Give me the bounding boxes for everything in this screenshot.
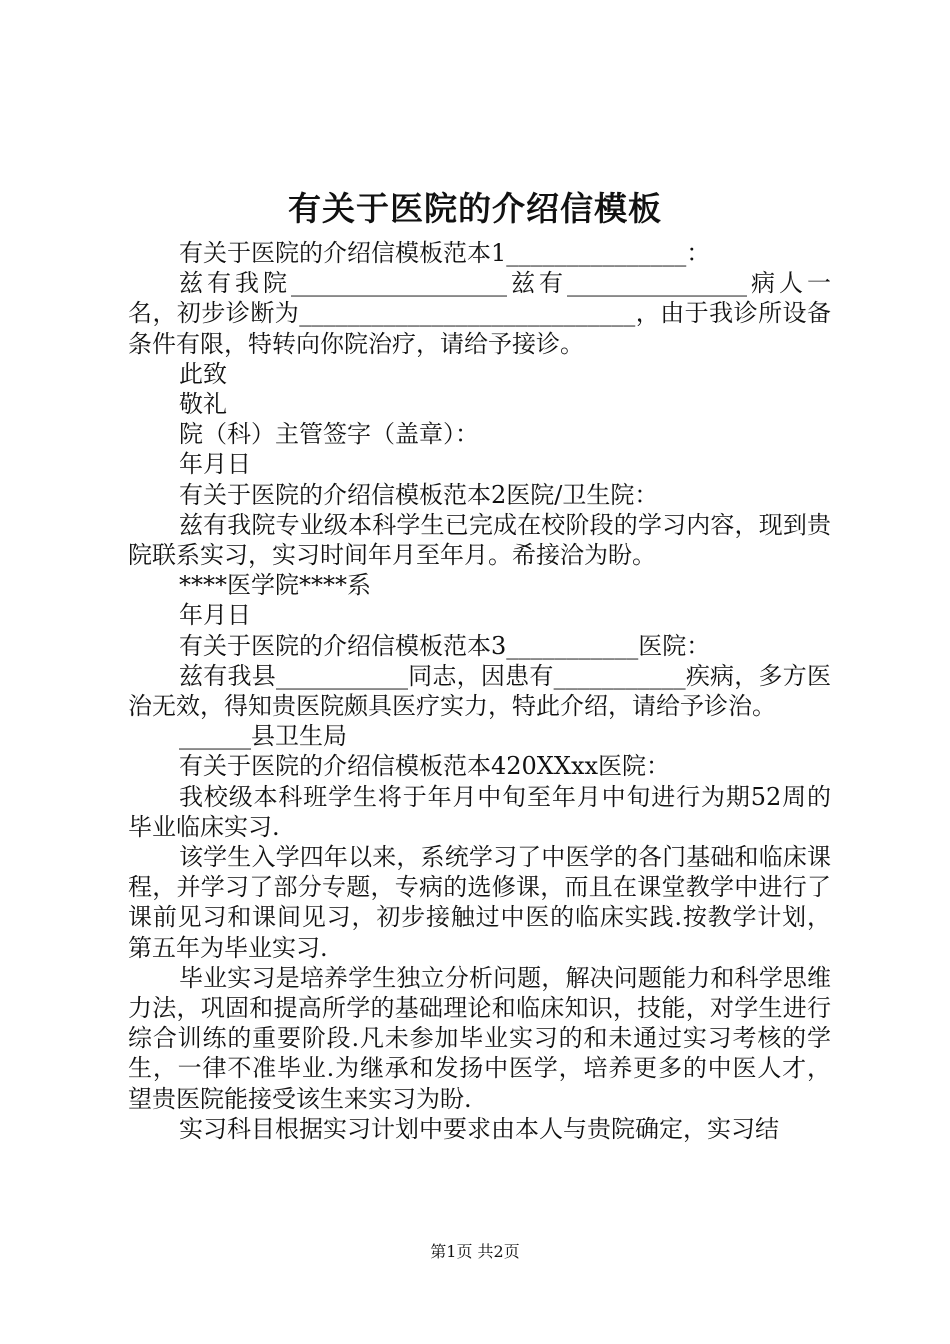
paragraph: 有关于医院的介绍信模板范本2医院/卫生院：: [179, 480, 659, 509]
paragraph: 年月日: [179, 601, 251, 630]
paragraph: 年月日: [179, 450, 251, 479]
paragraph: 有关于医院的介绍信模板范本1_______________：: [179, 239, 711, 267]
paragraph: 有关于医院的介绍信模板范本420XXxx医院：: [179, 752, 671, 781]
paragraph: 敬礼: [179, 390, 227, 419]
paragraph: 有关于医院的介绍信模板范本3___________医院：: [179, 631, 711, 660]
paragraph: ______县卫生局: [179, 722, 347, 751]
paragraph: 毕业实习是培养学生独立分析问题，解决问题能力和科学思维力法，巩固和提高所学的基础理论和临床知识，技能，对学生进行综合训练的重要阶段.凡未参加毕业实习的和未通过实习考核的学生，一律不准毕业.为继承和发扬中医学，培养更多的中医人才，望贵医院能接受该生来实习为盼.: [128, 963, 831, 1113]
paragraph: 兹有我县___________同志，因患有___________疾病，多方医治无效，得知贵医院颇具医疗实力，特此介绍，请给予诊治。: [128, 661, 831, 721]
paragraph: 此致: [179, 359, 227, 388]
document-body: [128, 238, 831, 1144]
paragraph: 兹有我院专业级本科学生已完成在校阶段的学习内容，现到贵院联系实习，实习时间年月至年月。希接洽为盼。: [128, 510, 831, 570]
paragraph: 院（科）主管签字（盖章）：: [179, 420, 479, 449]
paragraph: 兹有我院__________________兹有_______________病人一名，初步诊断为____________________________，由于我诊所设备条件有限，特转向你院治疗，请给予接诊。: [128, 269, 831, 358]
paragraph: 该学生入学四年以来，系统学习了中医学的各门基础和临床课程，并学习了部分专题，专病的选修课，而且在课堂教学中进行了课前见习和课间见习，初步接触过中医的临床实践.按教学计划，第五年为毕业实习.: [128, 843, 831, 962]
document-title: 有关于医院的介绍信模板: [288, 189, 662, 228]
paragraph: 我校级本科班学生将于年月中旬至年月中旬进行为期52周的毕业临床实习.: [128, 782, 831, 841]
paragraph: ****医学院****系: [179, 571, 371, 600]
paragraph: 实习科目根据实习计划中要求由本人与贵院确定，实习结: [179, 1114, 779, 1143]
page-footer: 第1页 共2页: [430, 1242, 520, 1261]
